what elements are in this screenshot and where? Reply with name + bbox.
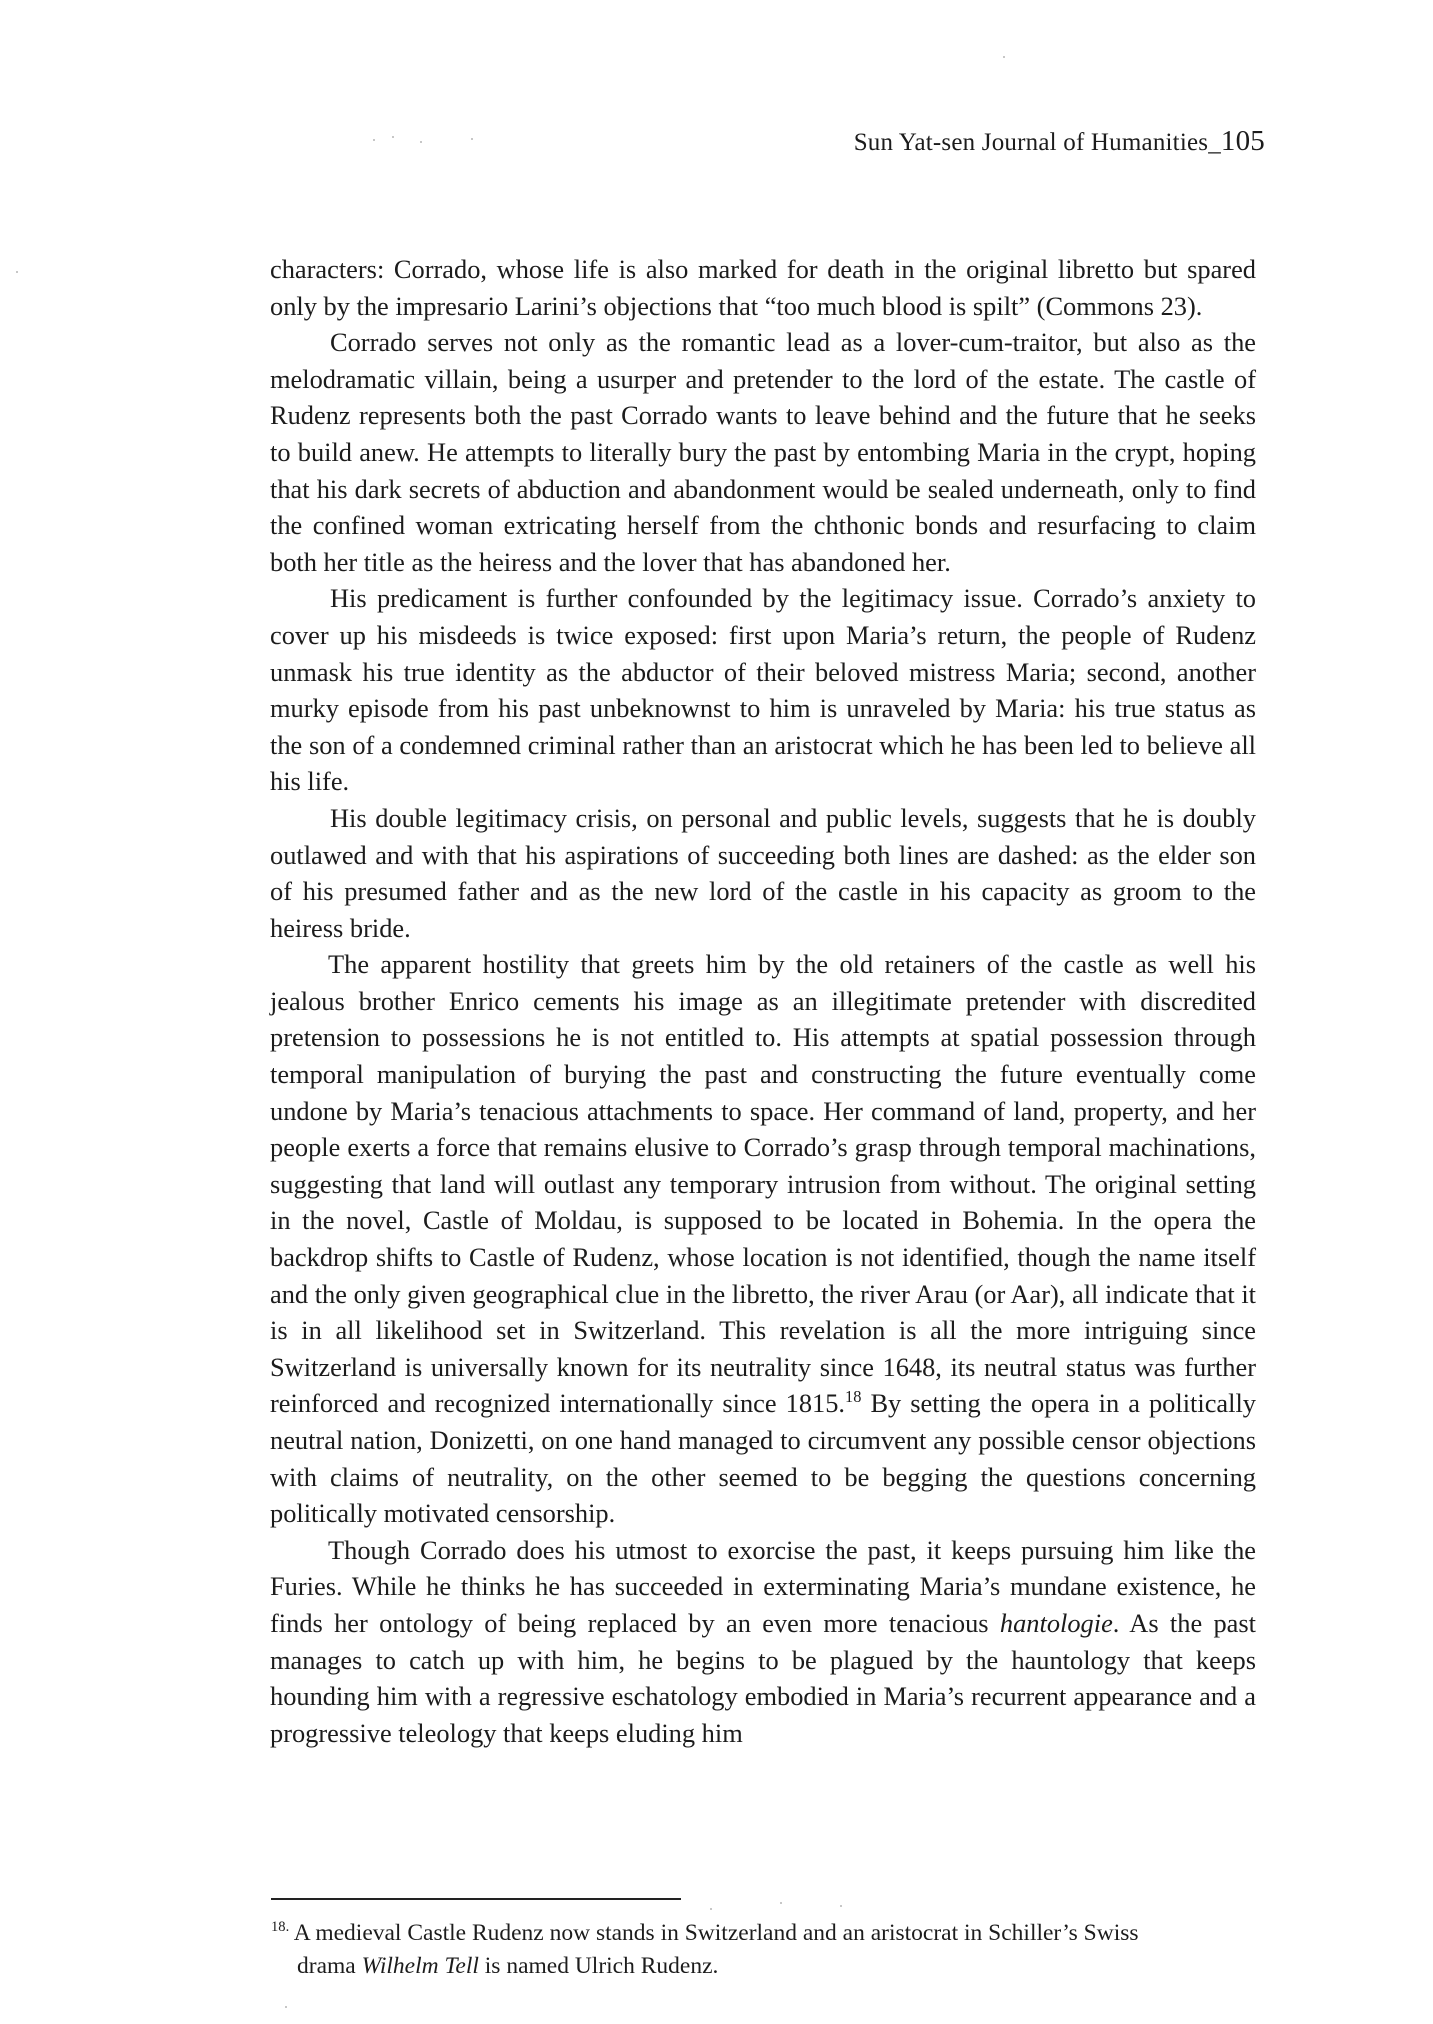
- paragraph-6: [270, 1532, 1256, 1752]
- footnote-reference-18: 18: [845, 1387, 862, 1407]
- running-head: [854, 125, 1265, 158]
- scan-speck: [840, 1905, 842, 1907]
- journal-title: Sun Yat-sen Journal of Humanities_: [853, 129, 1221, 156]
- footnote-marker: 18.: [271, 1919, 290, 1936]
- paragraph-3: [270, 580, 1256, 800]
- paragraph-5: [270, 946, 1256, 1532]
- paragraph-2: [270, 324, 1256, 580]
- page-number: 105: [1220, 125, 1265, 157]
- paragraph-5-text-continued: By setting the opera in a politically neutral nation, Donizetti, on one hand managed to circumvent any possible censor objections with claims of neutrality, on the other seemed to be begging the questions concerning politically motivated censorship.: [270, 1388, 1256, 1529]
- footnote-italic-title: Wilhelm Tell: [361, 1953, 479, 1979]
- footnote-line-2: [271, 1950, 1256, 1983]
- scan-speck: [285, 2006, 287, 2008]
- paragraph-1: [270, 251, 1256, 324]
- paragraph-6-text-continued: . As the past manages to catch up with him, he begins to be plagued by the hauntology that keeps hounding him with a regressive eschatology embodied in Maria’s recurrent appearance and a progressive teleology that keeps eluding him: [270, 1607, 1257, 1748]
- footnote-line-2-text: drama: [297, 1953, 362, 1979]
- paragraph-2-text: Corrado serves not only as the romantic lead as a lover-cum-traitor, but also as the melodramatic villain, being a usurper and pretender to the lord of the estate. The castle of Rudenz represents both the past Corrado wants to leave behind and the future that he seeks to build anew. He attempts to literally bury the past by entombing Maria in the crypt, hoping that his dark secrets of abduction and abandonment would be sealed underneath, only to find the confined woman extricating herself from the chthonic bonds and resurfacing to claim both her title as the heiress and the lover that has abandoned her.: [270, 327, 1256, 577]
- footnote-line-1: A medieval Castle Rudenz now stands in Switzerland and an aristocrat in Schiller’s Swiss: [289, 1920, 1139, 1946]
- scan-speck: [710, 1908, 712, 1910]
- body-text: [270, 251, 1256, 1751]
- footnote-divider: [271, 1898, 681, 1900]
- scan-speck: [1003, 56, 1005, 58]
- footnote-line-2-text-end: is named Ulrich Rudenz.: [478, 1953, 719, 1979]
- scan-speck: [780, 1902, 782, 1904]
- paragraph-4-text: His double legitimacy crisis, on personal and public levels, suggests that he is doubly outlawed and with that his aspirations of succeeding both lines are dashed: as the elder son of his presumed father and as the new lord of the castle in his capacity as groom to the heiress bride.: [270, 802, 1256, 943]
- paragraph-6-text: Though Corrado does his utmost to exorcise the past, it keeps pursuing him like the Furies. While he thinks he has succeeded in exterminating Maria’s mundane existence, he finds her ontology of being replaced by an even more tenacious: [270, 1534, 1256, 1638]
- paragraph-4: [270, 800, 1256, 946]
- scan-speck: [392, 136, 394, 138]
- footnote-18: [271, 1917, 1256, 1983]
- scan-speck: [471, 138, 473, 140]
- paragraph-5-text: The apparent hostility that greets him by the old retainers of the castle as well his jealous brother Enrico cements his image as an illegitimate pretender with discredited pretension to possessions he is not entitled to. His attempts at spatial possession through temporal manipulation of burying the past and constructing the future eventually come undone by Maria’s tenacious attachments to space. Her command of land, property, and her people exerts a force that remains elusive to Corrado’s grasp through temporal machinations, suggesting that land will outlast any temporary intrusion from without. The original setting in the novel, Castle of Moldau, is supposed to be located in Bohemia. In the opera the backdrop shifts to Castle of Rudenz, whose location is not identified, though the name itself and the only given geographical clue in the libretto, the river Arau (or Aar), all indicate that it is in all likelihood set in Switzerland. This revelation is all the more intriguing since Switzerland is universally known for its neutrality since 1648, its neutral status was further reinforced and recognized internationally since 1815.: [270, 949, 1256, 1419]
- scan-speck: [16, 271, 18, 273]
- scan-speck: [420, 141, 422, 143]
- scan-speck: [373, 139, 375, 141]
- italic-term-hantologie: hantologie: [999, 1607, 1113, 1638]
- paragraph-3-text: His predicament is further confounded by the legitimacy issue. Corrado’s anxiety to cover up his misdeeds is twice exposed: first upon Maria’s return, the people of Rudenz unmask his true identity as the abductor of their beloved mistress Maria; second, another murky episode from his past unbeknownst to him is unraveled by Maria: his true status as the son of a condemned criminal rather than an aristocrat which he has been led to believe all his life.: [270, 583, 1256, 797]
- paragraph-1-text: characters: Corrado, whose life is also marked for death in the original libretto but spared only by the impresario Larini’s objections that “too much blood is spilt” (Commons 23).: [270, 254, 1256, 321]
